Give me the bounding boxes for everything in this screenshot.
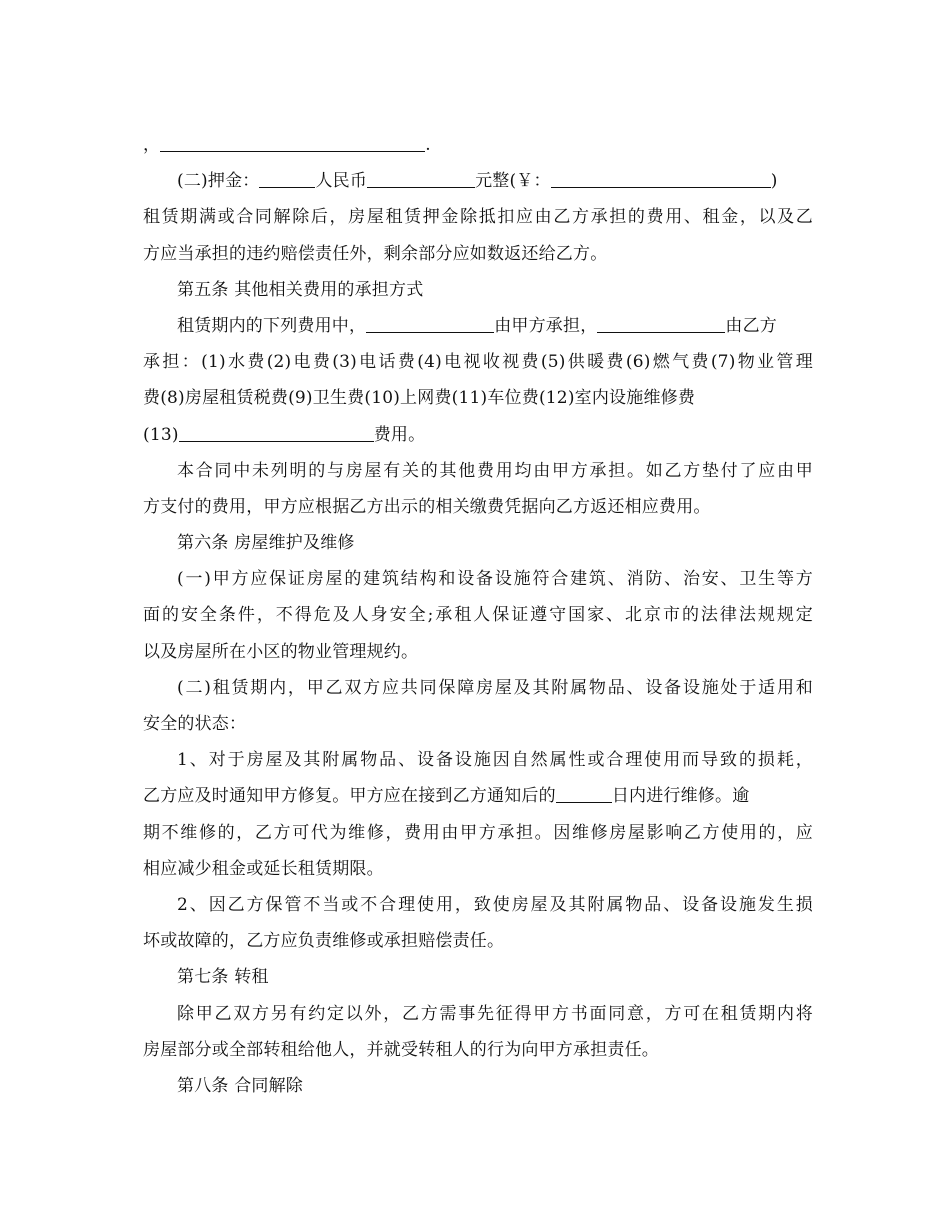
text-line: ， . xyxy=(143,135,431,155)
fill-in-blank xyxy=(160,133,425,152)
paragraph-line: 承担：(1)水费(2)电费(3)电话费(4)电视收视费(5)供暖费(6)燃气费(7)物业管理 xyxy=(143,352,813,373)
article-heading: 第五条 其他相关费用的承担方式 xyxy=(177,279,424,300)
paragraph-line: 面的安全条件，不得危及人身安全;承租人保证遵守国家、北京市的法律法规规定 xyxy=(143,605,813,626)
fill-in-blank xyxy=(259,169,315,188)
paragraph-line: 费(8)房屋租赁税费(9)卫生费(10)上网费(11)车位费(12)室内设施维修费 xyxy=(143,388,696,409)
paragraph-line: 2、因乙方保管不当或不合理使用，致使房屋及其附属物品、设备设施发生损 xyxy=(177,894,813,915)
deposit-line: (二)押金： 人民币 元整(￥： ) xyxy=(177,171,778,192)
paragraph-line: 1、对于房屋及其附属物品、设备设施因自然属性或合理使用而导致的损耗， xyxy=(177,750,813,771)
article-heading: 第八条 合同解除 xyxy=(177,1075,304,1096)
fill-in-blank xyxy=(597,314,725,333)
paragraph-line: (二)租赁期内，甲乙双方应共同保障房屋及其附属物品、设备设施处于适用和 xyxy=(177,677,813,698)
fill-in-blank xyxy=(551,169,771,188)
article-heading: 第六条 房屋维护及维修 xyxy=(177,533,355,554)
fill-in-blank xyxy=(179,423,374,442)
paragraph-line: 除甲乙双方另有约定以外，乙方需事先征得甲方书面同意，方可在租赁期内将 xyxy=(177,1003,813,1024)
paragraph-line: 租赁期内的下列费用中， 由甲方承担， 由乙方 xyxy=(177,315,778,336)
paragraph-line: 租赁期满或合同解除后，房屋租赁押金除抵扣应由乙方承担的费用、租金，以及乙 xyxy=(143,207,813,228)
paragraph-line: (一)甲方应保证房屋的建筑结构和设备设施符合建筑、消防、治安、卫生等方 xyxy=(177,569,813,590)
paragraph-line: 安全的状态： xyxy=(143,714,247,734)
paragraph-line: 以及房屋所在小区的物业管理规约。 xyxy=(143,641,419,662)
fill-in-blank xyxy=(556,784,612,803)
paragraph-line: 相应减少租金或延长租赁期限。 xyxy=(143,858,384,879)
fill-in-blank xyxy=(367,169,475,188)
contract-body xyxy=(143,127,813,1104)
fill-in-blank xyxy=(366,314,494,333)
paragraph-line: 本合同中未列明的与房屋有关的其他费用均由甲方承担。如乙方垫付了应由甲 xyxy=(177,460,813,481)
paragraph-line: 房屋部分或全部转租给他人，并就受转租人的行为向甲方承担责任。 xyxy=(143,1039,659,1060)
paragraph-line: (13) 费用。 xyxy=(143,424,426,445)
paragraph-line: 方应当承担的违约赔偿责任外，剩余部分应如数返还给乙方。 xyxy=(143,243,608,264)
paragraph-line: 方支付的费用，甲方应根据乙方出示的相关缴费凭据向乙方返还相应费用。 xyxy=(143,496,711,517)
paragraph-line: 期不维修的，乙方可代为维修，费用由甲方承担。因维修房屋影响乙方使用的，应 xyxy=(143,822,813,843)
paragraph-line: 坏或故障的，乙方应负责维修或承担赔偿责任。 xyxy=(143,931,505,952)
paragraph-line: 乙方应及时通知甲方修复。甲方应在接到乙方通知后的 日内进行维修。逾 xyxy=(143,786,750,807)
article-heading: 第七条 转租 xyxy=(177,967,269,988)
